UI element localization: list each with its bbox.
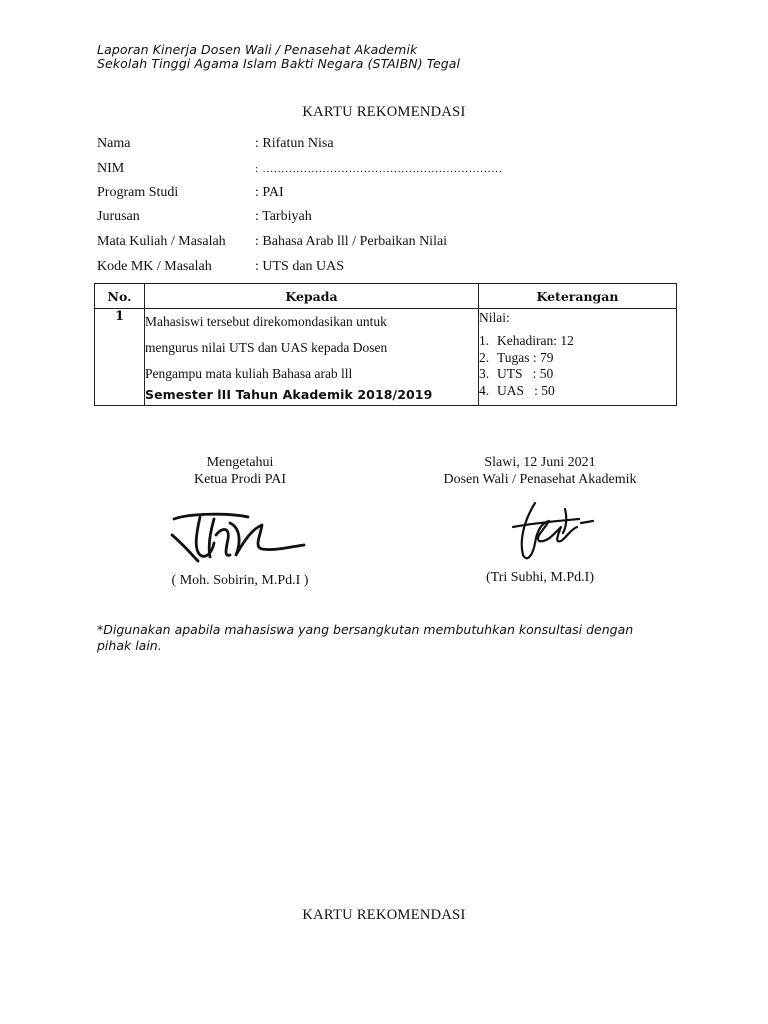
right-signature-image xyxy=(505,497,605,567)
nilai-title: Nilai: xyxy=(479,310,510,325)
column-header-keterangan: Keterangan xyxy=(479,284,677,309)
row-number: 1 xyxy=(95,309,145,406)
list-item: 1. Kehadiran: 12 xyxy=(479,333,574,348)
kepada-line-1: Mahasiswi tersebut direkomondasikan untuk xyxy=(145,314,387,329)
field-value-kode-mk: : UTS dan UAS xyxy=(255,259,345,274)
field-label-program-studi: Program Studi xyxy=(97,185,179,200)
left-sig-line1: Mengetahui xyxy=(206,455,274,470)
column-header-kepada: Kepada xyxy=(145,284,479,309)
right-sig-line1: Slawi, 12 Juni 2021 xyxy=(484,455,596,470)
table-header-row xyxy=(95,284,677,309)
left-signatory-name: ( Moh. Sobirin, M.Pd.I ) xyxy=(171,573,309,588)
kepada-line-2: mengurus nilai UTS dan UAS kepada Dosen xyxy=(145,340,388,355)
document-title: KARTU REKOMENDASI xyxy=(302,104,466,120)
left-signature-image xyxy=(170,505,310,565)
list-item: 4. UAS : 50 xyxy=(479,382,555,398)
field-value-mata-kuliah: : Bahasa Arab lll / Perbaikan Nilai xyxy=(255,234,448,249)
field-value-jurusan: : Tarbiyah xyxy=(255,209,312,224)
field-value-nim: : ................................................................ xyxy=(255,163,503,175)
kepada-semester: Semester lII Tahun Akademik 2018/2019 xyxy=(145,387,433,402)
kepada-line-3: Pengampu mata kuliah Bahasa arab lll xyxy=(145,366,353,381)
field-label-nim: NIM xyxy=(97,161,125,176)
nilai-list xyxy=(479,333,676,399)
bottom-document-title: KARTU REKOMENDASI xyxy=(302,907,466,923)
field-label-mata-kuliah: Mata Kuliah / Masalah xyxy=(97,234,226,249)
field-label-kode-mk: Kode MK / Masalah xyxy=(97,259,212,274)
right-sig-line2: Dosen Wali / Penasehat Akademik xyxy=(443,472,637,487)
recommendation-table xyxy=(94,283,677,406)
left-signature-heading xyxy=(140,455,340,488)
kepada-cell xyxy=(145,309,479,406)
column-header-no: No. xyxy=(95,284,145,309)
field-value-program-studi: : PAI xyxy=(255,185,284,200)
report-header-line2: Sekolah Tinggi Agama Islam Bakti Negara (STAIBN) Tegal xyxy=(97,56,461,71)
keterangan-cell xyxy=(479,309,677,406)
left-sig-line2: Ketua Prodi PAI xyxy=(193,472,287,487)
right-signatory-name: (Tri Subhi, M.Pd.I) xyxy=(485,570,594,585)
list-item: 3. UTS : 50 xyxy=(479,366,554,381)
field-label-jurusan: Jurusan xyxy=(97,209,140,224)
table-row xyxy=(95,309,677,406)
field-value-nama: : Rifatun Nisa xyxy=(255,136,334,151)
report-header-line1: Laporan Kinerja Dosen Wali / Penasehat Akademik xyxy=(97,42,418,57)
footnote: *Digunakan apabila mahasiswa yang bersangkutan membutuhkan konsultasi dengan pihak lain. xyxy=(97,622,634,653)
field-label-nama: Nama xyxy=(97,136,131,151)
right-signature-heading xyxy=(410,455,670,488)
list-item: 2. Tugas : 79 xyxy=(479,349,554,365)
